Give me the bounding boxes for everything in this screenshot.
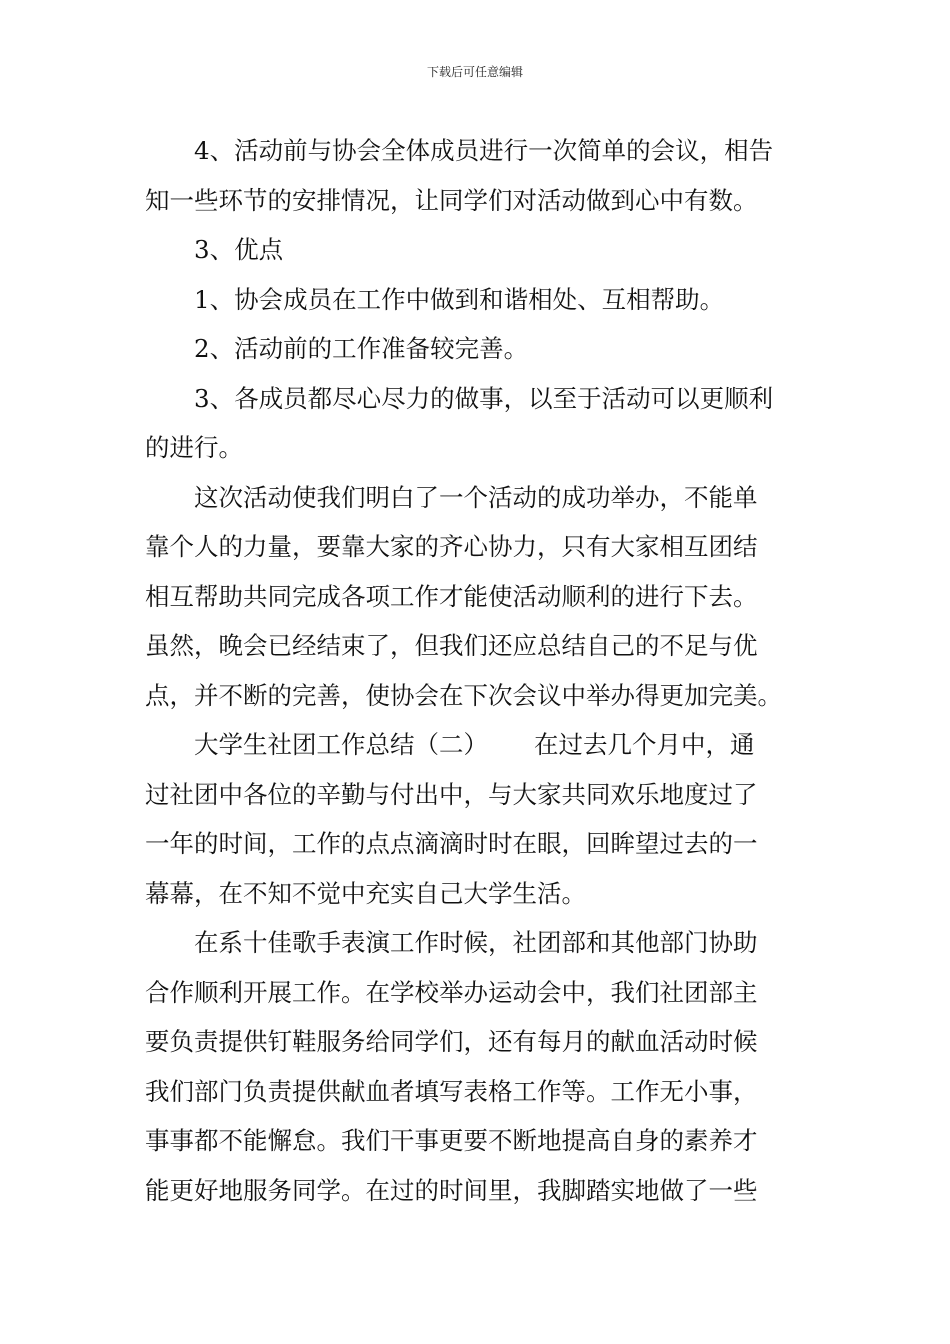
text-line: 的进行。: [145, 433, 243, 462]
text-line-with-title: [145, 720, 810, 770]
text-line: 1、协会成员在工作中做到和谐相处、互相帮助。: [194, 284, 725, 314]
document-body: [145, 126, 810, 1215]
text-line: 靠个人的力量，要靠大家的齐心协力，只有大家相互团结: [145, 532, 758, 561]
text-line: 3、各成员都尽心尽力的做事，以至于活动可以更顺利: [194, 383, 774, 413]
text-line: 一年的时间，工作的点点滴滴时时在眼，回眸望过去的一: [145, 829, 758, 858]
text-line: 点，并不断的完善，使协会在下次会议中举办得更加完美。: [145, 680, 782, 710]
text-line: 幕幕，在不知不觉中充实自己大学生活。: [145, 878, 586, 908]
text-line: 虽然，晚会已经结束了，但我们还应总结自己的不足与优: [145, 631, 758, 660]
section-heading: 3、优点: [194, 235, 284, 264]
text-line: 过社团中各位的辛勤与付出中，与大家共同欢乐地度过了: [145, 779, 758, 809]
text-line: 要负责提供钉鞋服务给同学们，还有每月的献血活动时候: [145, 1027, 758, 1056]
section-title: 大学生社团工作总结（二）: [194, 730, 488, 759]
text-line: 2、活动前的工作准备较完善。: [194, 334, 529, 363]
text-line: 合作顺利开展工作。在学校举办运动会中，我们社团部主: [145, 977, 758, 1007]
text-line: 在系十佳歌手表演工作时候，社团部和其他部门协助: [194, 928, 758, 957]
text-line: 知一些环节的安排情况，让同学们对活动做到心中有数。: [145, 185, 758, 215]
text-line: 事事都不能懈怠。我们干事更要不断地提高自身的素养才: [145, 1126, 758, 1155]
text-fragment: 在过去几个月中，通: [534, 730, 755, 759]
page-header-note: 下载后可任意编辑: [426, 65, 523, 79]
text-line: 我们部门负责提供献血者填写表格工作等。工作无小事，: [145, 1076, 758, 1106]
text-line: 4、活动前与协会全体成员进行一次简单的会议，相告: [194, 136, 774, 165]
text-line: 能更好地服务同学。在过的时间里，我脚踏实地做了一些: [145, 1175, 758, 1205]
text-line: 相互帮助共同完成各项工作才能使活动顺利的进行下去。: [145, 581, 758, 611]
text-line: 这次活动使我们明白了一个活动的成功举办，不能单: [194, 482, 758, 512]
